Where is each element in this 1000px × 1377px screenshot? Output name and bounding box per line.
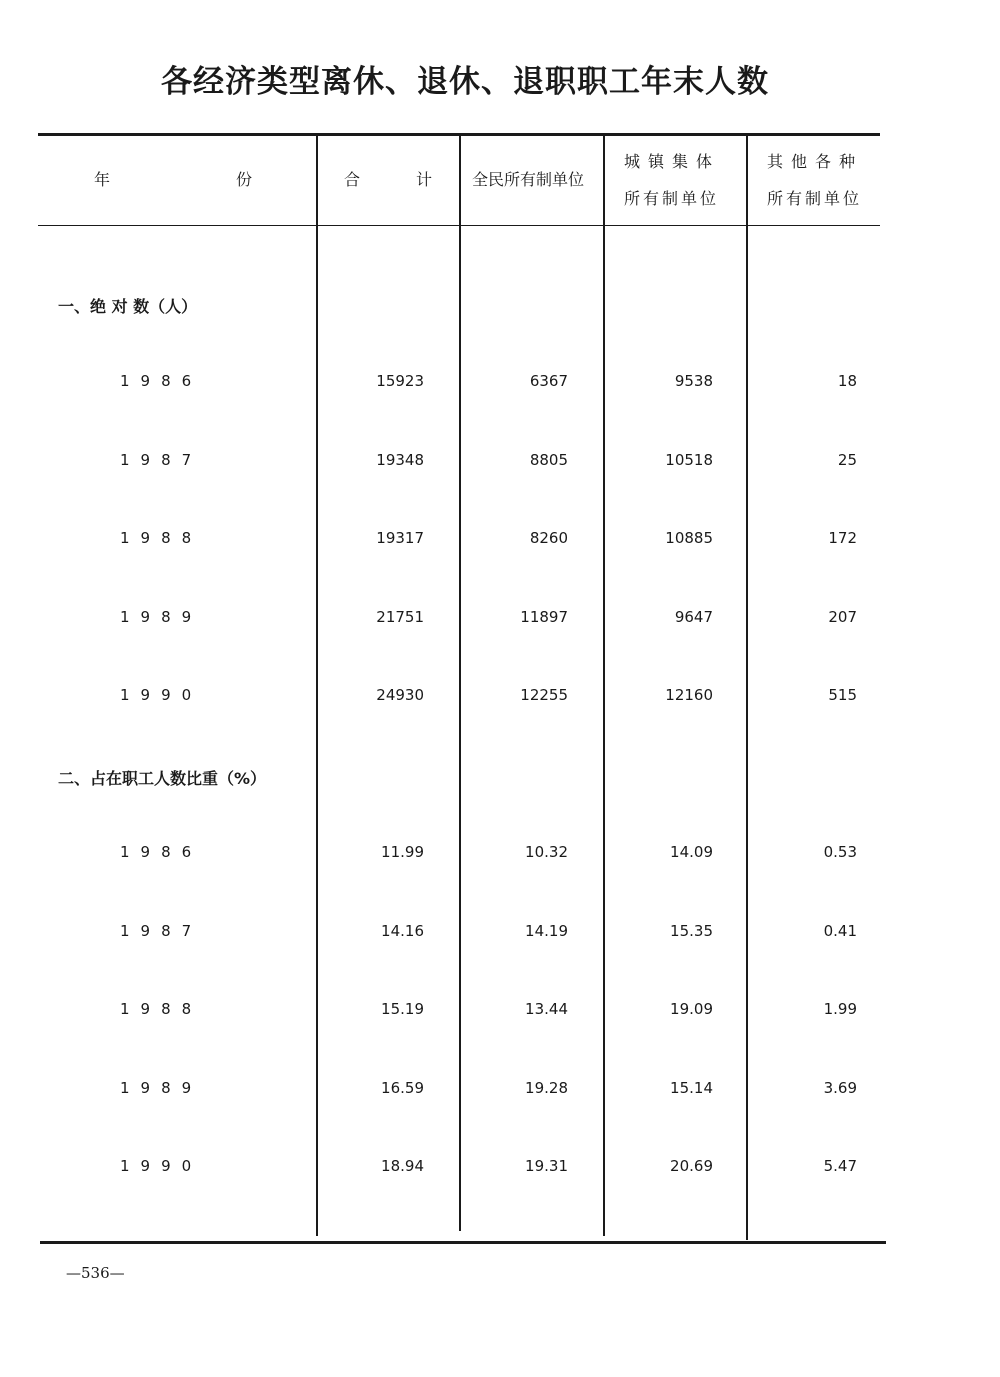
collective-cell: 20.69 bbox=[670, 1157, 713, 1175]
state-cell: 19.28 bbox=[525, 1079, 568, 1097]
header-total-b: 计 bbox=[416, 170, 433, 189]
total-cell: 11.99 bbox=[381, 843, 424, 861]
total-cell: 18.94 bbox=[381, 1157, 424, 1175]
collective-cell: 19.09 bbox=[670, 1000, 713, 1018]
other-cell: 0.41 bbox=[823, 922, 857, 940]
year-cell: 1986 bbox=[120, 843, 203, 861]
collective-cell: 10885 bbox=[665, 529, 713, 547]
other-cell: 25 bbox=[837, 451, 857, 469]
header-year-b: 份 bbox=[236, 170, 253, 189]
state-cell: 13.44 bbox=[525, 1000, 568, 1018]
header-other-line2: 所有制单位 bbox=[767, 189, 863, 208]
year-cell: 1987 bbox=[120, 451, 203, 469]
year-cell: 1987 bbox=[120, 922, 203, 940]
table-bottom-rule bbox=[40, 1241, 886, 1244]
other-cell: 5.47 bbox=[823, 1157, 857, 1175]
header-year-a: 年 bbox=[94, 170, 111, 189]
table-row bbox=[0, 451, 1000, 475]
state-cell: 14.19 bbox=[525, 922, 568, 940]
other-cell: 172 bbox=[828, 529, 857, 547]
table-row bbox=[0, 1157, 1000, 1181]
state-cell: 8260 bbox=[529, 529, 568, 547]
other-cell: 515 bbox=[828, 686, 857, 704]
table-row bbox=[0, 1000, 1000, 1024]
collective-cell: 9538 bbox=[674, 372, 713, 390]
page-number: —536— bbox=[66, 1264, 125, 1282]
total-cell: 19317 bbox=[376, 529, 424, 547]
state-cell: 6367 bbox=[529, 372, 568, 390]
total-cell: 15923 bbox=[376, 372, 424, 390]
header-collective-line2: 所有制单位 bbox=[624, 189, 720, 208]
total-cell: 24930 bbox=[376, 686, 424, 704]
table-row bbox=[0, 843, 1000, 867]
total-cell: 21751 bbox=[376, 608, 424, 626]
table-row bbox=[0, 1079, 1000, 1103]
year-cell: 1988 bbox=[120, 1000, 203, 1018]
header-collective-line1: 城镇集体 bbox=[624, 152, 721, 171]
total-cell: 15.19 bbox=[381, 1000, 424, 1018]
state-cell: 12255 bbox=[520, 686, 568, 704]
total-cell: 14.16 bbox=[381, 922, 424, 940]
table-row bbox=[0, 529, 1000, 553]
state-cell: 11897 bbox=[520, 608, 568, 626]
other-cell: 18 bbox=[837, 372, 857, 390]
state-cell: 8805 bbox=[529, 451, 568, 469]
table-row bbox=[0, 686, 1000, 710]
collective-cell: 15.14 bbox=[670, 1079, 713, 1097]
header-state-owned: 全民所有制单位 bbox=[472, 170, 585, 189]
other-cell: 1.99 bbox=[823, 1000, 857, 1018]
section-label-absolute: 一、绝 对 数（人） bbox=[58, 297, 198, 316]
year-cell: 1990 bbox=[120, 1157, 203, 1175]
year-cell: 1989 bbox=[120, 608, 203, 626]
collective-cell: 14.09 bbox=[670, 843, 713, 861]
collective-cell: 12160 bbox=[665, 686, 713, 704]
table-row bbox=[0, 372, 1000, 396]
year-cell: 1986 bbox=[120, 372, 203, 390]
total-cell: 19348 bbox=[376, 451, 424, 469]
header-other-line1: 其他各种 bbox=[767, 152, 864, 171]
year-cell: 1989 bbox=[120, 1079, 203, 1097]
year-cell: 1988 bbox=[120, 529, 203, 547]
other-cell: 3.69 bbox=[823, 1079, 857, 1097]
state-cell: 19.31 bbox=[525, 1157, 568, 1175]
table-row bbox=[0, 922, 1000, 946]
year-cell: 1990 bbox=[120, 686, 203, 704]
total-cell: 16.59 bbox=[381, 1079, 424, 1097]
page-title: 各经济类型离休、退休、退职职工年末人数 bbox=[161, 64, 769, 100]
collective-cell: 15.35 bbox=[670, 922, 713, 940]
header-total-a: 合 bbox=[344, 170, 361, 189]
other-cell: 207 bbox=[828, 608, 857, 626]
other-cell: 0.53 bbox=[823, 843, 857, 861]
collective-cell: 10518 bbox=[665, 451, 713, 469]
collective-cell: 9647 bbox=[674, 608, 713, 626]
state-cell: 10.32 bbox=[525, 843, 568, 861]
section-label-percentage: 二、占在职工人数比重（%） bbox=[58, 769, 267, 788]
column-divider bbox=[459, 136, 461, 1231]
table-row bbox=[0, 608, 1000, 632]
